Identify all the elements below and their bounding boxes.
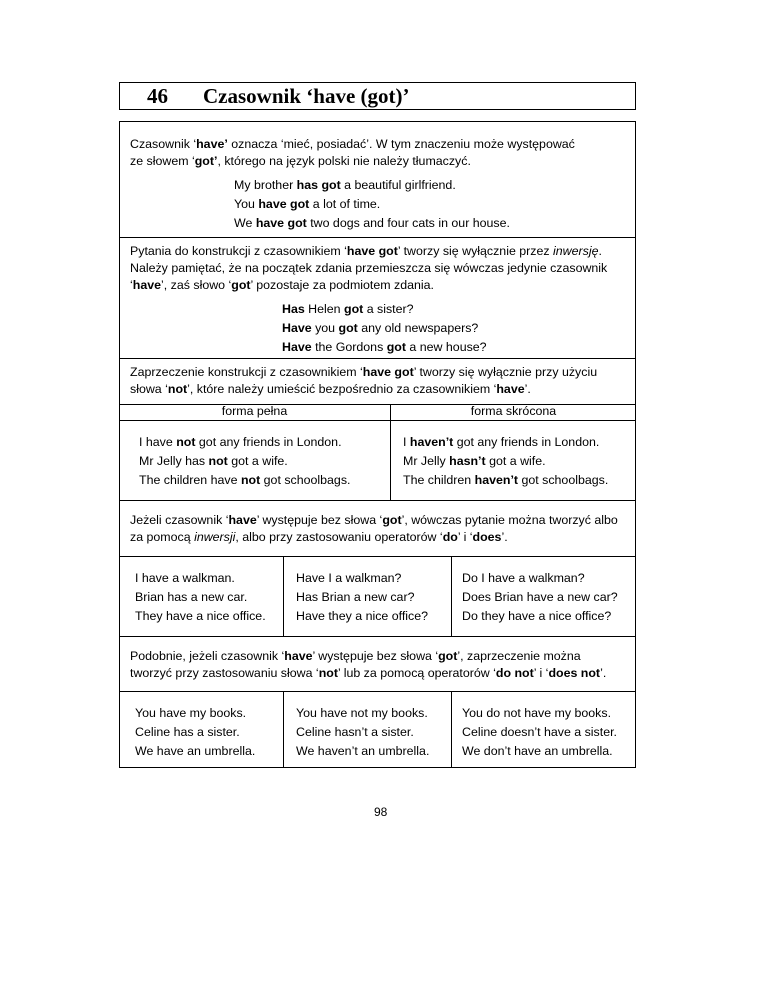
without-got-negation-line-2: tworzyć przy zastosowaniu słowa ‘not’ lub za pomocą operatorów ‘do not’ i ‘does not’.: [130, 666, 607, 680]
do-question: Do they have a nice office?: [462, 609, 612, 623]
statement-example: Celine has a sister.: [135, 725, 240, 739]
full-form-sentence: I have not got any friends in London.: [139, 435, 342, 449]
section-number: 46: [147, 84, 168, 108]
not-negation: Celine hasn’t a sister.: [296, 725, 414, 739]
without-got-question-line-2: za pomocą inwersji, albo przy zastosowaniu operatorów ‘do’ i ‘does’.: [130, 530, 508, 544]
questions-line-3: ‘have’, zaś słowo ‘got’ pozostaje za podmiotem zdania.: [130, 278, 434, 292]
example-question: Has Helen got a sister?: [282, 302, 414, 316]
not-negation: We haven’t an umbrella.: [296, 744, 430, 758]
divider: [119, 500, 636, 501]
do-not-negation: Celine doesn’t have a sister.: [462, 725, 617, 739]
inversion-question: Have I a walkman?: [296, 571, 402, 585]
short-form-sentence: I haven’t got any friends in London.: [403, 435, 600, 449]
example-question: Have the Gordons got a new house?: [282, 340, 487, 354]
intro-line-2: ze słowem ‘got’, którego na język polski nie należy tłumaczyć.: [130, 154, 471, 168]
column-divider: [283, 691, 284, 768]
divider: [119, 636, 636, 637]
questions-line-2: Należy pamiętać, że na początek zdania przemieszcza się wówczas jedynie czasownik: [130, 261, 608, 275]
example-sentence: My brother has got a beautiful girlfriend.: [234, 178, 456, 192]
statement-example: I have a walkman.: [135, 571, 235, 585]
divider: [119, 691, 636, 692]
column-header-full: forma pełna: [221, 404, 288, 418]
statement-example: You have my books.: [135, 706, 247, 720]
column-divider: [451, 556, 452, 636]
inversion-question: Has Brian a new car?: [296, 590, 415, 604]
example-sentence: We have got two dogs and four cats in our house.: [234, 216, 510, 230]
statement-example: Brian has a new car.: [135, 590, 248, 604]
example-sentence: You have got a lot of time.: [234, 197, 381, 211]
divider: [119, 556, 636, 557]
negation-line-1: Zaprzeczenie konstrukcji z czasownikiem ‘have got’ tworzy się wyłącznie przy użyciu: [130, 365, 598, 379]
inversion-question: Have they a nice office?: [296, 609, 429, 623]
page-number: 98: [374, 805, 388, 819]
column-divider: [283, 556, 284, 636]
intro-line-1: Czasownik ‘have’ oznacza ‘mieć, posiadać’. W tym znaczeniu może występować: [130, 137, 575, 151]
do-question: Do I have a walkman?: [462, 571, 585, 585]
column-divider: [451, 691, 452, 768]
do-not-negation: We don’t have an umbrella.: [462, 744, 613, 758]
column-header-short: forma skrócona: [470, 404, 557, 418]
without-got-negation-line-1: Podobnie, jeżeli czasownik ‘have’ występuje bez słowa ‘got’, zaprzeczenie można: [130, 649, 581, 663]
short-form-sentence: The children haven’t got schoolbags.: [403, 473, 609, 487]
full-form-sentence: Mr Jelly has not got a wife.: [139, 454, 288, 468]
short-form-sentence: Mr Jelly hasn’t got a wife.: [403, 454, 546, 468]
do-question: Does Brian have a new car?: [462, 590, 618, 604]
do-not-negation: You do not have my books.: [462, 706, 612, 720]
divider: [119, 237, 636, 238]
without-got-question-line-1: Jeżeli czasownik ‘have’ występuje bez słowa ‘got’, wówczas pytanie można tworzyć albo: [130, 513, 618, 527]
statement-example: They have a nice office.: [135, 609, 266, 623]
full-form-sentence: The children have not got schoolbags.: [139, 473, 351, 487]
not-negation: You have not my books.: [296, 706, 428, 720]
negation-line-2: słowa ‘not’, które należy umieścić bezpośrednio za czasownikiem ‘have’.: [130, 382, 531, 396]
divider: [119, 358, 636, 359]
statement-example: We have an umbrella.: [135, 744, 256, 758]
questions-line-1: Pytania do konstrukcji z czasownikiem ‘have got’ tworzy się wyłącznie przez inwersję.: [130, 244, 602, 258]
page-title: Czasownik ‘have (got)’: [203, 84, 410, 108]
example-question: Have you got any old newspapers?: [282, 321, 479, 335]
